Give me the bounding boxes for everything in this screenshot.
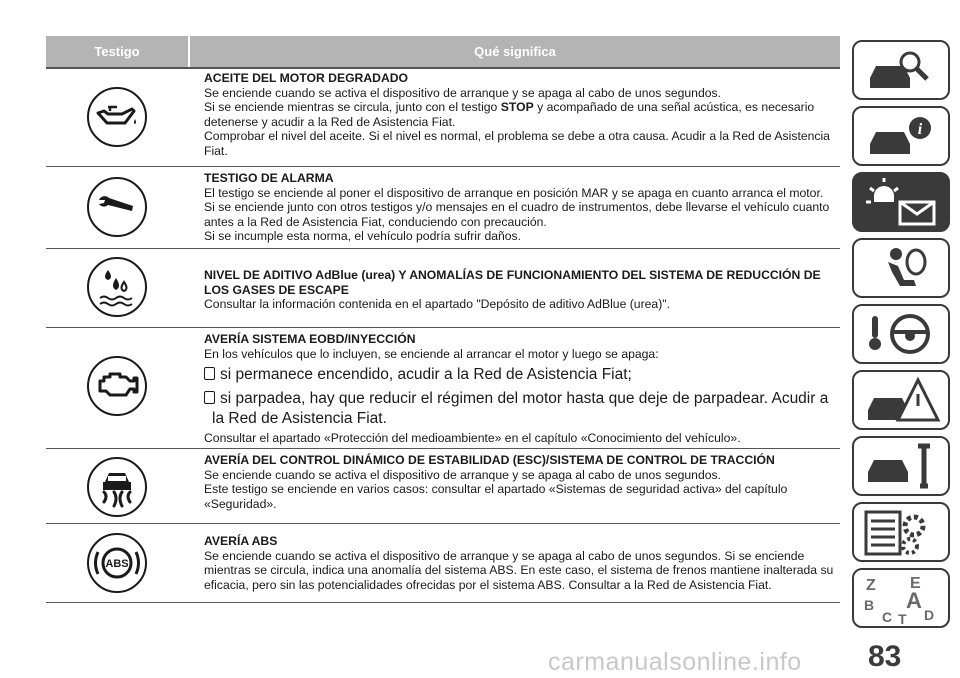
bullet-text: si parpadea, hay que reducir el régimen del motor hasta que deje de parpadear. Acudir a la Red de Asistencia Fiat.	[212, 390, 829, 428]
row-text: Si se enciende mientras se circula, junto con el testigo	[204, 100, 501, 115]
steering-key-icon	[862, 310, 942, 360]
index-letter: E	[910, 575, 921, 592]
table-row	[46, 523, 840, 603]
wrench-icon	[86, 176, 148, 238]
tab-index[interactable]	[852, 568, 950, 628]
row-text: En los vehículos que lo incluyen, se enciende al arrancar el motor y luego se apaga:	[204, 346, 659, 361]
tab-starting-driving[interactable]	[852, 304, 950, 364]
alphabet-index-icon	[862, 574, 942, 624]
row-title: AVERÍA DEL CONTROL DINÁMICO DE ESTABILIDAD (ESC)/SISTEMA DE CONTROL DE TRACCIÓN	[204, 453, 775, 467]
row-text: Se enciende cuando se activa el dispositivo de arranque y se apaga al cabo de unos segundos.	[204, 85, 721, 100]
car-search-icon	[862, 46, 942, 96]
row-text: y acompañado de una señal acústica, es necesario detenerse y acudir a la Red de Asistencia Fiat.	[204, 100, 815, 129]
header-col-significa: Qué significa	[474, 44, 556, 59]
table-header	[46, 36, 840, 69]
tab-car-info[interactable]	[852, 106, 950, 166]
bullet-text: si permanece encendido, acudir a la Red de Asistencia Fiat;	[220, 366, 632, 384]
table-row	[46, 448, 840, 524]
index-letter: A	[906, 588, 922, 613]
oil-can-icon	[86, 86, 148, 148]
row-text: Consultar la información contenida en el apartado "Depósito de aditivo AdBlue (urea)".	[204, 297, 670, 312]
warning-light-mail-icon	[862, 178, 942, 228]
car-info-icon	[862, 112, 942, 162]
row-title: AVERÍA ABS	[204, 534, 278, 548]
tab-technical-data[interactable]	[852, 502, 950, 562]
bullet-icon	[204, 391, 215, 404]
index-letter: T	[898, 611, 907, 624]
index-letter: C	[882, 609, 893, 624]
svg-text:i: i	[917, 121, 923, 138]
settings-list-icon	[862, 508, 942, 558]
row-text: El testigo se enciende al poner el dispositivo de arranque en posición MAR y se apaga en cuanto arranca el motor.	[204, 185, 824, 200]
abs-icon	[86, 532, 148, 594]
header-col-testigo: Testigo	[46, 36, 190, 67]
engine-icon	[86, 355, 148, 417]
airbag-person-icon	[862, 244, 942, 294]
adblue-icon	[86, 256, 148, 318]
abs-icon-label: ABS	[105, 558, 129, 570]
warning-lights-table	[46, 36, 840, 592]
row-title: ACEITE DEL MOTOR DEGRADADO	[204, 71, 409, 85]
row-text: Si se incumple esta norma, el vehículo podría sufrir daños.	[204, 229, 522, 244]
tab-maintenance[interactable]	[852, 436, 950, 496]
table-row	[46, 248, 840, 328]
row-title: NIVEL DE ADITIVO AdBlue (urea) Y ANOMALÍAS DE FUNCIONAMIENTO DEL SISTEMA DE REDUCCIÓN DE LOS GASES DE ESCAPE	[204, 268, 821, 297]
row-text: Si se enciende junto con otros testigos y/o mensajes en el cuadro de instrumentos, debe llevarse el vehículo cuanto antes a la Red de Asistencia Fiat, conduciendo con precaución.	[204, 200, 830, 229]
index-letter: B	[864, 597, 875, 613]
esc-skid-icon	[86, 456, 148, 518]
bullet-icon	[204, 367, 215, 380]
row-title: AVERÍA SISTEMA EOBD/INYECCIÓN	[204, 332, 416, 346]
bullet-item	[204, 365, 840, 385]
table-row	[46, 69, 840, 167]
row-title: TESTIGO DE ALARMA	[204, 171, 334, 185]
index-letter: Z	[866, 577, 876, 594]
row-text: Este testigo se enciende en varios casos: consultar el apartado «Sistemas de seguridad activa» del capítulo «Seguridad».	[204, 482, 788, 511]
bullet-item	[204, 389, 840, 429]
table-row	[46, 166, 840, 249]
row-text: Comprobar el nivel del aceite. Si el nivel es normal, el problema se debe a otra causa. Acudir a la Red de Asistencia Fiat.	[204, 129, 830, 158]
car-wrench-icon	[862, 442, 942, 492]
car-warning-triangle-icon	[862, 376, 942, 426]
index-letter: D	[924, 607, 935, 623]
tab-emergency[interactable]	[852, 370, 950, 430]
page-number: 83	[868, 640, 902, 673]
row-text: Se enciende cuando se activa el dispositivo de arranque y se apaga al cabo de unos segundos. Si se enciende mientras se circula, indica una anomalía del sistema ABS. En este caso, el sistema de frenos mantiene inalterada su eficacia, pero sin las potencialidades ofrecidas por el sistema ABS. Consultar a la Red de Asistencia Fiat.	[204, 548, 834, 592]
tab-safety[interactable]	[852, 238, 950, 298]
stop-label: STOP	[500, 100, 534, 115]
watermark: carmanualsonline.info	[548, 648, 802, 676]
row-text: Se enciende cuando se activa el dispositivo de arranque y se apaga al cabo de unos segundos.	[204, 467, 721, 482]
tab-car-search[interactable]	[852, 40, 950, 100]
tab-warning-lights[interactable]	[852, 172, 950, 232]
row-text: Consultar el apartado «Protección del medioambiente» en el capítulo «Conocimiento del vehículo».	[204, 431, 741, 446]
table-row	[46, 327, 840, 449]
